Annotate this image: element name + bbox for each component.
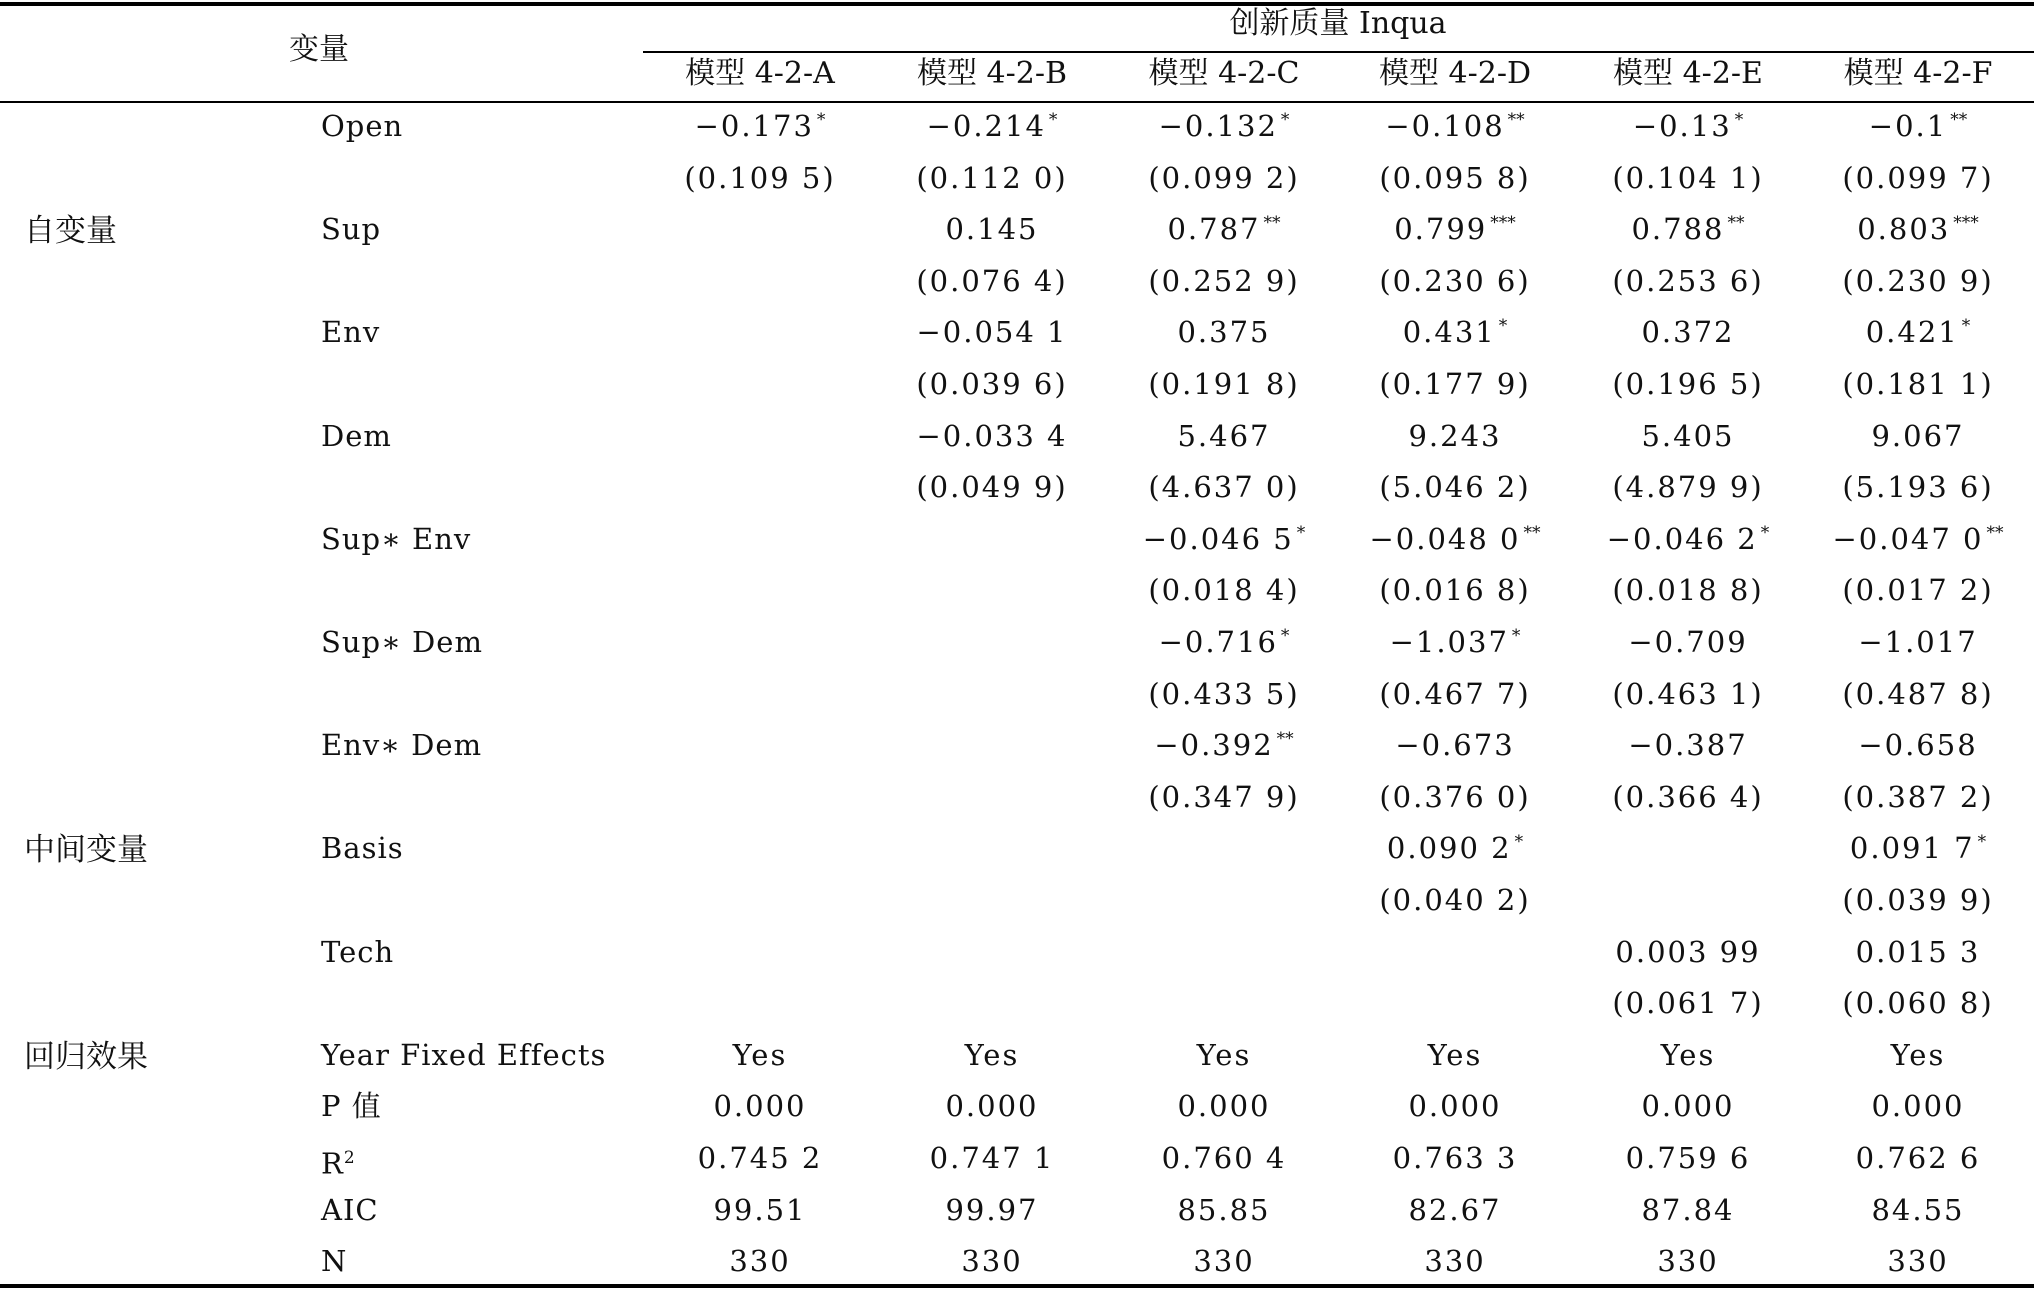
table-cell — [1177, 316, 1270, 348]
table-cell — [1148, 265, 1299, 297]
table-cell — [1379, 574, 1530, 606]
table-cell — [1390, 626, 1521, 658]
cell-value: 0.145 — [945, 212, 1039, 247]
cell-value: (0.112 0) — [916, 160, 1068, 195]
significance-marker: * — [1280, 110, 1290, 130]
significance-marker: * — [1048, 110, 1058, 130]
cell-value: (0.076 4) — [916, 263, 1068, 298]
cell-value: (0.017 2) — [1842, 573, 1994, 608]
table-cell — [1641, 1090, 1734, 1122]
cell-value: (4.637 0) — [1148, 470, 1300, 505]
row-label-text: Year Fixed Effects — [321, 1037, 607, 1072]
row-label-text: Env∗ Dem — [321, 728, 483, 763]
table-cell — [1866, 316, 1971, 348]
table-cell — [917, 316, 1068, 348]
row-label — [321, 523, 471, 555]
table-cell — [916, 265, 1067, 297]
significance-marker: * — [1734, 110, 1744, 130]
table-cell — [1833, 523, 2004, 555]
row-label — [321, 626, 483, 658]
table-cell — [1143, 523, 1306, 555]
table-cell — [1159, 626, 1290, 658]
table-top-rule — [0, 2, 2034, 6]
cell-value: 5.405 — [1641, 418, 1735, 453]
cell-value: (0.095 8) — [1379, 160, 1531, 195]
significance-marker: * — [1977, 832, 1987, 853]
cell-value: 0.788 — [1631, 212, 1725, 247]
table-cell — [1858, 626, 1977, 658]
table-cell — [733, 1039, 788, 1071]
cell-value: (0.061 7) — [1612, 986, 1764, 1021]
table-cell — [1612, 471, 1763, 503]
significance-marker: * — [1760, 522, 1770, 543]
row-label — [321, 420, 392, 452]
cell-value: 0.000 — [945, 1089, 1039, 1124]
cell-value: (0.347 9) — [1148, 779, 1300, 814]
cell-value: 84.55 — [1871, 1192, 1965, 1227]
cell-value: (0.039 6) — [916, 367, 1068, 401]
cell-value: 0.000 — [1177, 1089, 1271, 1124]
header-sub-rule — [643, 51, 2034, 53]
table-cell — [1148, 781, 1299, 813]
significance-marker: * — [1961, 316, 1971, 337]
cell-value: −0.108 — [1385, 109, 1505, 143]
cell-value: (0.376 0) — [1379, 779, 1531, 814]
cell-value: 0.421 — [1865, 315, 1959, 350]
cell-value: 0.763 3 — [1392, 1141, 1518, 1175]
significance-marker: ** — [1727, 213, 1745, 234]
table-cell — [1428, 1039, 1483, 1071]
row-label-superscript: 2 — [343, 1148, 356, 1168]
cell-value: 0.762 6 — [1855, 1141, 1981, 1175]
significance-marker: *** — [1953, 213, 1979, 234]
cell-value: −0.709 — [1628, 625, 1748, 659]
cell-value: 0.375 — [1177, 315, 1271, 350]
table-cell — [916, 368, 1067, 400]
cell-value: (0.049 9) — [916, 470, 1068, 505]
cell-value: Yes — [964, 1037, 1020, 1072]
cell-value: 330 — [1887, 1244, 1949, 1279]
cell-value: −0.13 — [1632, 109, 1732, 143]
cell-value: (0.433 5) — [1148, 676, 1300, 711]
table-cell — [1850, 832, 1986, 864]
cell-value: −0.214 — [926, 109, 1046, 143]
table-cell — [1408, 1194, 1501, 1226]
cell-value: 87.84 — [1641, 1192, 1735, 1227]
cell-value: 0.003 99 — [1615, 934, 1761, 969]
table-cell — [1177, 420, 1270, 452]
table-cell — [1856, 936, 1981, 968]
header-bottom-rule — [0, 101, 2034, 103]
cell-value: −0.673 — [1395, 728, 1515, 763]
model-header: 模型 4-2-E — [1613, 56, 1763, 91]
row-label-text: Sup∗ Dem — [321, 625, 483, 659]
cell-value: −0.132 — [1158, 109, 1278, 143]
row-label-text: Sup — [321, 212, 382, 247]
cell-value: 85.85 — [1177, 1192, 1271, 1227]
table-cell — [1842, 162, 1993, 194]
table-cell — [1633, 110, 1743, 142]
cell-value: 0.745 2 — [697, 1141, 823, 1175]
cell-value: (4.879 9) — [1612, 470, 1764, 505]
cell-value: 0.000 — [1871, 1089, 1965, 1124]
cell-value: −0.033 4 — [916, 418, 1068, 453]
cell-value: (5.193 6) — [1842, 470, 1994, 505]
table-cell — [695, 110, 826, 142]
cell-value: (0.016 8) — [1379, 573, 1531, 608]
table-cell — [1612, 781, 1763, 813]
row-label-text: AIC — [321, 1192, 379, 1227]
table-cell — [1379, 678, 1530, 710]
cell-value: 0.015 3 — [1855, 934, 1981, 969]
cell-value: 0.091 7 — [1849, 831, 1975, 866]
cell-value: 0.760 4 — [1161, 1141, 1287, 1175]
cell-value: (0.366 4) — [1612, 779, 1764, 814]
significance-marker: ** — [1523, 522, 1541, 543]
significance-marker: * — [816, 110, 826, 130]
cell-value: 0.090 2 — [1386, 831, 1512, 866]
cell-value: −0.173 — [694, 109, 814, 143]
cell-value: (0.196 5) — [1612, 367, 1764, 401]
table-cell — [1628, 729, 1747, 761]
cell-value: 330 — [961, 1244, 1023, 1279]
table-cell — [698, 1142, 823, 1174]
cell-value: (0.487 8) — [1842, 676, 1994, 711]
table-cell — [916, 471, 1067, 503]
table-cell — [1842, 678, 1993, 710]
table-cell — [1615, 936, 1760, 968]
significance-marker: ** — [1276, 729, 1294, 750]
row-label — [321, 1039, 606, 1071]
cell-value: Yes — [1196, 1037, 1252, 1072]
table-cell — [1393, 1142, 1518, 1174]
cell-value: 0.372 — [1641, 315, 1735, 350]
row-label-text: R — [321, 1146, 344, 1181]
table-cell — [1148, 162, 1299, 194]
table-cell — [1887, 1245, 1948, 1277]
table-cell — [1148, 678, 1299, 710]
cell-value: 5.467 — [1177, 418, 1271, 453]
table-cell — [1379, 368, 1530, 400]
significance-marker: * — [1511, 626, 1521, 646]
group-label: 自变量 — [24, 213, 117, 250]
table-cell — [1607, 523, 1770, 555]
row-label-text: Dem — [321, 418, 392, 453]
table-cell — [1424, 1245, 1485, 1277]
significance-marker: * — [1296, 522, 1306, 543]
model-header: 模型 4-2-F — [1843, 56, 1993, 91]
cell-value: −1.037 — [1389, 625, 1509, 659]
table-cell — [965, 1039, 1020, 1071]
cell-value: Yes — [732, 1037, 788, 1072]
row-label — [321, 729, 482, 761]
model-header: 模型 4-2-C — [1148, 56, 1300, 91]
cell-value: 330 — [1193, 1244, 1255, 1279]
cell-value: −0.716 — [1158, 625, 1278, 659]
cell-value: (0.177 9) — [1379, 367, 1531, 401]
cell-value: 330 — [1424, 1244, 1486, 1279]
cell-value: −0.392 — [1154, 728, 1274, 763]
significance-marker: *** — [1490, 213, 1516, 234]
table-cell — [1394, 213, 1516, 245]
cell-value: 0.799 — [1394, 212, 1488, 247]
cell-value: (0.040 2) — [1379, 883, 1531, 917]
row-label-text: Tech — [321, 934, 395, 969]
cell-value: 0.431 — [1402, 315, 1496, 350]
model-header: 模型 4-2-D — [1378, 56, 1532, 91]
table-cell — [1858, 729, 1977, 761]
cell-value: 82.67 — [1408, 1192, 1502, 1227]
table-cell — [1379, 884, 1530, 916]
row-label — [321, 1090, 382, 1122]
row-label-text: Basis — [321, 831, 404, 866]
cell-value: (0.191 8) — [1148, 367, 1300, 401]
cell-value: 0.747 1 — [929, 1141, 1055, 1175]
significance-marker: ** — [1507, 110, 1525, 130]
row-label — [321, 316, 380, 348]
table-cell — [1379, 265, 1530, 297]
cell-value: (0.463 1) — [1612, 676, 1764, 711]
table-cell — [1379, 781, 1530, 813]
cell-value: −0.658 — [1858, 728, 1978, 763]
table-cell — [1871, 1194, 1964, 1226]
table-cell — [917, 420, 1068, 452]
cell-value: (0.467 7) — [1379, 676, 1531, 711]
table-cell — [1612, 574, 1763, 606]
significance-marker: * — [1280, 626, 1290, 646]
table-cell — [1641, 1194, 1734, 1226]
cell-value: 0.000 — [713, 1089, 807, 1124]
table-cell — [1385, 110, 1524, 142]
cell-value: −0.047 0 — [1832, 521, 1984, 556]
table-cell — [1148, 574, 1299, 606]
significance-marker: * — [1514, 832, 1524, 853]
model-header: 模型 4-2-B — [916, 56, 1068, 91]
table-cell — [1403, 316, 1508, 348]
cell-value: (0.109 5) — [684, 160, 836, 195]
cell-value: −0.046 5 — [1142, 521, 1294, 556]
table-cell — [1148, 471, 1299, 503]
group-label: 中间变量 — [24, 832, 148, 869]
table-cell — [1177, 1194, 1270, 1226]
cell-value: 0.759 6 — [1625, 1141, 1751, 1175]
table-cell — [1612, 678, 1763, 710]
dependent-variable-header: 创新质量 Inqua — [1229, 6, 1447, 41]
table-cell — [1159, 110, 1290, 142]
row-label-text: Open — [321, 109, 404, 143]
cell-value: (5.046 2) — [1379, 470, 1531, 505]
row-label — [321, 110, 403, 142]
table-cell — [1408, 420, 1501, 452]
row-label — [321, 213, 381, 245]
table-cell — [1408, 1090, 1501, 1122]
table-cell — [1641, 316, 1734, 348]
variable-header: 变量 — [289, 32, 349, 67]
table-cell — [1631, 213, 1744, 245]
significance-marker: ** — [1950, 110, 1968, 130]
cell-value: −0.048 0 — [1369, 521, 1521, 556]
table-cell — [1167, 213, 1280, 245]
cell-value: (0.230 6) — [1379, 263, 1531, 298]
row-label — [321, 936, 394, 968]
table-cell — [1842, 574, 1993, 606]
table-cell — [1626, 1142, 1751, 1174]
significance-marker: * — [1498, 316, 1508, 337]
table-cell — [1148, 368, 1299, 400]
table-bottom-rule — [0, 1284, 2034, 1288]
table-cell — [927, 110, 1058, 142]
table-cell — [916, 162, 1067, 194]
table-cell — [713, 1194, 806, 1226]
cell-value: Yes — [1890, 1037, 1946, 1072]
cell-value: (0.060 8) — [1842, 986, 1994, 1021]
table-cell — [713, 1090, 806, 1122]
table-cell — [1379, 471, 1530, 503]
cell-value: 9.067 — [1871, 418, 1965, 453]
cell-value: 0.000 — [1641, 1089, 1735, 1124]
cell-value: −0.1 — [1868, 109, 1948, 143]
significance-marker: ** — [1263, 213, 1281, 234]
cell-value: 99.97 — [945, 1192, 1039, 1227]
significance-marker: ** — [1986, 522, 2004, 543]
cell-value: 0.803 — [1857, 212, 1951, 247]
cell-value: 9.243 — [1408, 418, 1502, 453]
cell-value: (0.387 2) — [1842, 779, 1994, 814]
cell-value: (0.181 1) — [1842, 367, 1994, 401]
row-label — [321, 1245, 347, 1277]
table-cell — [1842, 265, 1993, 297]
cell-value: −1.017 — [1858, 625, 1978, 659]
table-cell — [1871, 420, 1964, 452]
table-cell — [1869, 110, 1967, 142]
row-label-text: Env — [321, 315, 381, 350]
cell-value: (0.253 6) — [1612, 263, 1764, 298]
row-label-text: Sup∗ Env — [321, 521, 472, 556]
table-cell — [1856, 1142, 1981, 1174]
table-cell — [1197, 1039, 1252, 1071]
cell-value: (0.018 8) — [1612, 573, 1764, 608]
table-cell — [961, 1245, 1022, 1277]
table-cell — [1641, 420, 1734, 452]
row-label-text: N — [321, 1244, 348, 1279]
cell-value: Yes — [1660, 1037, 1716, 1072]
table-cell — [1193, 1245, 1254, 1277]
table-cell — [1612, 987, 1763, 1019]
group-label: 回归效果 — [24, 1038, 148, 1075]
row-label — [321, 1194, 379, 1226]
table-cell — [1154, 729, 1293, 761]
cell-value: (0.018 4) — [1148, 573, 1300, 608]
cell-value: (0.104 1) — [1612, 160, 1764, 195]
cell-value: 330 — [1657, 1244, 1719, 1279]
cell-value: (0.230 9) — [1842, 263, 1994, 298]
table-cell — [1612, 368, 1763, 400]
table-cell — [1162, 1142, 1287, 1174]
table-cell — [684, 162, 835, 194]
cell-value: (0.099 7) — [1842, 160, 1994, 195]
table-cell — [1842, 781, 1993, 813]
cell-value: −0.046 2 — [1606, 521, 1758, 556]
cell-value: 0.000 — [1408, 1089, 1502, 1124]
table-cell — [1842, 471, 1993, 503]
row-label — [321, 832, 404, 864]
cell-value: (0.039 9) — [1842, 883, 1994, 917]
row-label-text: P 值 — [321, 1089, 382, 1124]
table-cell — [1612, 162, 1763, 194]
table-cell — [1842, 884, 1993, 916]
table-cell — [1871, 1090, 1964, 1122]
table-cell — [945, 1090, 1038, 1122]
model-header: 模型 4-2-A — [685, 56, 835, 91]
cell-value: (0.099 2) — [1148, 160, 1300, 195]
table-cell — [930, 1142, 1055, 1174]
table-cell — [1661, 1039, 1716, 1071]
cell-value: 330 — [729, 1244, 791, 1279]
table-cell — [1657, 1245, 1718, 1277]
cell-value: −0.387 — [1628, 728, 1748, 763]
cell-value: 0.787 — [1167, 212, 1261, 247]
row-label — [321, 1142, 356, 1180]
table-cell — [1395, 729, 1514, 761]
table-cell — [945, 1194, 1038, 1226]
table-cell — [729, 1245, 790, 1277]
table-cell — [1842, 368, 1993, 400]
table-cell — [1857, 213, 1979, 245]
table-cell — [1370, 523, 1541, 555]
table-cell — [1612, 265, 1763, 297]
cell-value: (0.252 9) — [1148, 263, 1300, 298]
table-cell — [945, 213, 1038, 245]
table-cell — [1379, 162, 1530, 194]
table-cell — [1628, 626, 1747, 658]
table-cell — [1891, 1039, 1946, 1071]
cell-value: Yes — [1427, 1037, 1483, 1072]
table-cell — [1842, 987, 1993, 1019]
cell-value: 99.51 — [713, 1192, 807, 1227]
cell-value: −0.054 1 — [916, 315, 1068, 350]
table-cell — [1387, 832, 1523, 864]
table-cell — [1177, 1090, 1270, 1122]
